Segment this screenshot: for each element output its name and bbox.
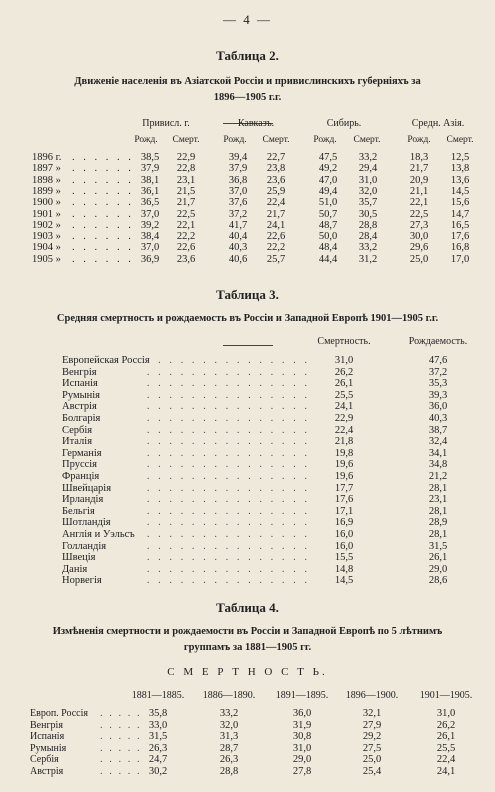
table-2-heading-line2: 1896—1905 г.г.	[213, 92, 282, 103]
data-cell: 31,0	[292, 742, 312, 754]
data-cell: 47,0	[318, 174, 338, 186]
data-cell: 14,5	[450, 185, 470, 197]
data-cell: 18,3	[409, 152, 429, 163]
table-2-region-header: Кавказъ.	[237, 118, 275, 129]
data-cell: 22,1	[176, 219, 196, 231]
country-label: Болгарія	[62, 413, 101, 424]
leader-dots: . . . . .	[100, 731, 142, 742]
leader-dots: . . . . . . . . . . . . . . .	[146, 482, 310, 494]
table-4-heading-line2: группамъ за 1881—1905 гг.	[183, 642, 312, 653]
data-cell: 37,2	[228, 208, 248, 220]
data-cell: 13,8	[450, 163, 470, 175]
data-cell: 40,3	[228, 242, 248, 254]
leader-dots: . . . . . . . . . . . . . . .	[146, 389, 310, 401]
table-row	[0, 765, 495, 778]
country-label: Швейцарія	[62, 482, 112, 494]
table-2-heading-line1: Движеніе населенія въ Азіатской Россіи и привислинскихъ губерніяхъ за	[74, 76, 421, 87]
data-cell: 22,6	[266, 231, 286, 243]
table-4-period-header: 1881—1885.	[131, 690, 185, 701]
data-cell: 13,6	[450, 174, 470, 186]
data-cell: 36,5	[140, 197, 160, 209]
data-cell: 26,3	[219, 754, 239, 765]
birthrate-cell: 34,8	[428, 459, 448, 471]
year-label: 1905 »	[32, 253, 61, 265]
table-4-period-header: 1896—1900.	[345, 690, 399, 701]
data-cell: 48,4	[318, 242, 338, 254]
mortality-cell: 15,5	[334, 552, 354, 564]
table-2-region-header: Сибирь.	[326, 118, 362, 129]
country-label: Норвегія	[62, 575, 102, 587]
mortality-cell: 21,8	[334, 436, 354, 448]
mortality-cell: 17,7	[334, 482, 354, 494]
data-cell: 30,0	[409, 231, 429, 243]
country-label: Бельгія	[62, 505, 95, 517]
country-label: Италія	[62, 436, 93, 448]
country-label: Пруссія	[62, 459, 98, 471]
data-cell: 39,4	[228, 152, 248, 163]
year-label: 1904 »	[32, 242, 61, 254]
data-cell: 29,6	[409, 242, 429, 254]
year-label: 1901 »	[32, 208, 61, 220]
data-cell: 32,0	[219, 719, 239, 731]
birthrate-cell: 31,5	[428, 540, 448, 552]
data-cell: 25,9	[266, 185, 286, 197]
country-label: Англія и Уэльсъ	[62, 529, 135, 540]
data-cell: 40,6	[228, 253, 248, 265]
birthrate-cell: 39,3	[428, 389, 448, 401]
data-cell: 23,6	[266, 174, 286, 186]
data-cell: 48,7	[318, 219, 338, 231]
year-label: 1900 »	[32, 197, 61, 209]
table-2-region-header: Привисл. г.	[142, 118, 190, 129]
data-cell: 22,8	[176, 163, 196, 175]
data-cell: 23,6	[176, 253, 196, 265]
data-cell: 22,5	[176, 208, 196, 220]
data-cell: 21,7	[176, 197, 196, 209]
mortality-cell: 14,8	[334, 563, 354, 575]
country-label: Данія	[62, 563, 88, 575]
data-cell: 47,5	[318, 152, 338, 163]
birthrate-cell: 37,2	[428, 366, 448, 378]
mortality-cell: 26,1	[334, 378, 354, 390]
data-cell: 30,2	[148, 765, 168, 777]
data-cell: 31,2	[358, 253, 378, 265]
leader-dots: . . . . . . . . . . . . . . .	[146, 552, 310, 564]
data-cell: 49,4	[318, 185, 338, 197]
data-cell: 25,5	[436, 742, 456, 754]
leader-dots: . . . . . .	[72, 242, 134, 254]
table-4-heading-line1: Измѣненія смертности и рождаемости въ Россіи и Западной Европѣ по 5 лѣтнимъ	[52, 626, 443, 637]
table-2-sub-header: Рожд.	[407, 135, 431, 145]
country-label: Испанія	[62, 378, 98, 390]
data-cell: 28,7	[219, 742, 239, 754]
data-cell: 37,9	[140, 163, 160, 175]
data-cell: 44,4	[318, 253, 338, 265]
mortality-cell: 16,9	[334, 517, 354, 529]
country-label: Франція	[62, 471, 100, 482]
data-cell: 31,3	[219, 731, 239, 742]
mortality-cell: 31,0	[334, 355, 354, 366]
leader-dots: . . . . . .	[72, 231, 134, 243]
data-cell: 31,0	[436, 708, 456, 719]
leader-dots: . . . . . . . . . . . . . . .	[146, 459, 310, 471]
country-label: Швеція	[62, 552, 96, 564]
year-label: 1899 »	[32, 185, 61, 197]
data-cell: 26,3	[148, 742, 168, 754]
data-cell: 26,1	[436, 731, 456, 742]
data-cell: 23,8	[266, 163, 286, 175]
table-row	[0, 253, 495, 266]
leader-dots: . . . . . . . . . . . . . . .	[146, 413, 310, 424]
data-cell: 33,2	[358, 242, 378, 254]
data-cell: 25,0	[362, 754, 382, 765]
year-label: 1897 »	[32, 163, 61, 175]
country-label: Испанія	[30, 731, 65, 742]
mortality-cell: 26,2	[334, 366, 354, 378]
data-cell: 26,2	[436, 719, 456, 731]
data-cell: 38,5	[140, 152, 160, 163]
birthrate-cell: 36,0	[428, 401, 448, 413]
leader-dots: . . . . . .	[72, 163, 134, 175]
birthrate-cell: 38,7	[428, 424, 448, 436]
data-cell: 22,9	[176, 152, 196, 163]
leader-dots: . . . . .	[100, 708, 142, 719]
table-3-col-header: Рождаемость.	[408, 336, 468, 347]
country-label: Голландія	[62, 540, 107, 552]
data-cell: 38,4	[140, 231, 160, 243]
table-2-sub-header: Смерт.	[446, 135, 474, 145]
country-label: Венгрія	[30, 719, 63, 731]
table-4-period-header: 1901—1905.	[419, 690, 473, 701]
leader-dots: . . . . . . . . . . . . . . .	[146, 401, 310, 413]
birthrate-cell: 34,1	[428, 447, 448, 459]
table-row	[0, 574, 495, 587]
data-cell: 22,6	[176, 242, 196, 254]
table-4-section-label: С М Е Р Т Н О С Т Ь.	[167, 666, 328, 678]
data-cell: 28,8	[358, 219, 378, 231]
data-cell: 22,5	[409, 208, 429, 220]
leader-dots: . . . . . . . . . . . . . . .	[146, 471, 310, 482]
table-2-sub-header: Рожд.	[313, 135, 337, 145]
data-cell: 14,7	[450, 208, 470, 220]
table-2-sub-header: Смерт.	[353, 135, 381, 145]
data-cell: 23,1	[176, 174, 196, 186]
leader-dots: . . . . . .	[72, 219, 134, 231]
data-cell: 50,0	[318, 231, 338, 243]
data-cell: 27,3	[409, 219, 429, 231]
data-cell: 17,6	[450, 231, 470, 243]
data-cell: 33,2	[358, 152, 378, 163]
leader-dots: . . . . . .	[72, 208, 134, 220]
data-cell: 39,2	[140, 219, 160, 231]
birthrate-cell: 28,6	[428, 575, 448, 587]
leader-dots: . . . . . . . . . . . . . . .	[146, 540, 310, 552]
leader-dots: . . . . . . . . . . . . . . .	[146, 436, 310, 448]
birthrate-cell: 28,9	[428, 517, 448, 529]
table-2-title: Таблица 2.	[216, 48, 279, 63]
table-4-period-header: 1886—1890.	[202, 690, 256, 701]
birthrate-cell: 28,1	[428, 505, 448, 517]
table-3-title: Таблица 3.	[216, 287, 279, 302]
data-cell: 30,8	[292, 731, 312, 742]
data-cell: 51,0	[318, 197, 338, 209]
leader-dots: . . . . . . . . . . . . . . .	[146, 575, 310, 587]
country-label: Германія	[62, 447, 102, 459]
table-2-region-header: Средн. Азія.	[411, 118, 465, 129]
data-cell: 21,7	[409, 163, 429, 175]
country-label: Румынія	[30, 742, 67, 754]
data-cell: 37,0	[140, 242, 160, 254]
page-number: — 4 —	[223, 12, 272, 27]
data-cell: 31,0	[358, 174, 378, 186]
country-label: Европейская Россія	[62, 355, 150, 366]
data-cell: 27,9	[362, 719, 382, 731]
data-cell: 29,2	[362, 731, 382, 742]
data-cell: 37,0	[228, 185, 248, 197]
country-label: Сербія	[62, 424, 93, 436]
leader-dots: . . . . .	[100, 754, 142, 765]
data-cell: 21,7	[266, 208, 286, 220]
mortality-cell: 24,1	[334, 401, 354, 413]
data-cell: 28,4	[358, 231, 378, 243]
leader-dots: . . . . .	[100, 719, 142, 731]
data-cell: 21,1	[409, 185, 429, 197]
data-cell: 24,1	[436, 765, 456, 777]
data-cell: 40,4	[228, 231, 248, 243]
table-3-col-header: Смертность.	[317, 336, 371, 347]
data-cell: 16,8	[450, 242, 470, 254]
leader-dots: . . . . . . . . . . . . . . .	[146, 447, 310, 459]
mortality-cell: 19,6	[334, 459, 354, 471]
data-cell: 41,7	[228, 219, 248, 231]
leader-dots: . . . . .	[100, 765, 142, 777]
country-label: Венгрія	[62, 366, 97, 378]
birthrate-cell: 23,1	[428, 494, 448, 506]
data-cell: 49,2	[318, 163, 338, 175]
country-label: Сербія	[30, 754, 59, 765]
data-cell: 33,0	[148, 719, 168, 731]
leader-dots: . . . . . . . . . . . . . . .	[146, 494, 310, 506]
data-cell: 36,1	[140, 185, 160, 197]
data-cell: 28,8	[219, 765, 239, 777]
data-cell: 16,5	[450, 219, 470, 231]
leader-dots: . . . . . . . . . . . . . . .	[146, 355, 310, 366]
mortality-cell: 25,5	[334, 389, 354, 401]
birthrate-cell: 40,3	[428, 413, 448, 424]
country-label: Шотландія	[62, 517, 111, 529]
birthrate-cell: 26,1	[428, 552, 448, 564]
data-cell: 50,7	[318, 208, 338, 220]
table-2-sub-header: Рожд.	[134, 135, 158, 145]
data-cell: 35,7	[358, 197, 378, 209]
data-cell: 37,6	[228, 197, 248, 209]
data-cell: 27,8	[292, 765, 312, 777]
data-cell: 31,9	[292, 719, 312, 731]
birthrate-cell: 47,6	[428, 355, 448, 366]
country-label: Австрія	[30, 765, 64, 777]
data-cell: 15,6	[450, 197, 470, 209]
mortality-cell: 17,1	[334, 505, 354, 517]
birthrate-cell: 32,4	[428, 436, 448, 448]
birthrate-cell: 28,1	[428, 482, 448, 494]
leader-dots: . . . . . .	[72, 197, 134, 209]
birthrate-cell: 28,1	[428, 529, 448, 540]
data-cell: 29,4	[358, 163, 378, 175]
table-2-sub-header: Смерт.	[172, 135, 200, 145]
leader-dots: . . . . . . . . . . . . . . .	[146, 366, 310, 378]
leader-dots: . . . . . . . . . . . . . . .	[146, 517, 310, 529]
birthrate-cell: 29,0	[428, 563, 448, 575]
country-label: Румынія	[62, 389, 101, 401]
mortality-cell: 16,0	[334, 540, 354, 552]
country-label: Европ. Россія	[30, 708, 88, 719]
birthrate-cell: 21,2	[428, 471, 448, 482]
country-label: Ирландія	[62, 494, 104, 506]
data-cell: 36,0	[292, 708, 312, 719]
leader-dots: . . . . . .	[72, 152, 134, 163]
table-2-sub-header: Смерт.	[262, 135, 290, 145]
leader-dots: . . . . . .	[72, 253, 134, 265]
data-cell: 22,4	[436, 754, 456, 765]
mortality-cell: 19,8	[334, 447, 354, 459]
data-cell: 24,1	[266, 219, 286, 231]
year-label: 1903 »	[32, 231, 61, 243]
data-cell: 32,1	[362, 708, 382, 719]
year-label: 1898 »	[32, 174, 61, 186]
table-4-period-header: 1891—1895.	[275, 690, 329, 701]
data-cell: 38,1	[140, 174, 160, 186]
data-cell: 37,9	[228, 163, 248, 175]
leader-dots: . . . . . .	[72, 185, 134, 197]
data-cell: 30,5	[358, 208, 378, 220]
data-cell: 22,2	[266, 242, 286, 254]
data-cell: 21,5	[176, 185, 196, 197]
mortality-cell: 14,5	[334, 575, 354, 587]
leader-dots: . . . . . . . . . . . . . . .	[146, 505, 310, 517]
leader-dots: . . . . . .	[72, 174, 134, 186]
mortality-cell: 16,0	[334, 529, 354, 540]
data-cell: 22,4	[266, 197, 286, 209]
data-cell: 25,7	[266, 253, 286, 265]
birthrate-cell: 35,3	[428, 378, 448, 390]
data-cell: 25,4	[362, 765, 382, 777]
table-4-title: Таблица 4.	[216, 600, 279, 615]
data-cell: 36,9	[140, 253, 160, 265]
year-label: 1896 г.	[32, 152, 62, 163]
data-cell: 12,5	[450, 152, 470, 163]
year-label: 1902 »	[32, 219, 61, 231]
data-cell: 37,0	[140, 208, 160, 220]
data-cell: 33,2	[219, 708, 239, 719]
leader-dots: . . . . . . . . . . . . . . .	[146, 529, 310, 540]
data-cell: 25,0	[409, 253, 429, 265]
data-cell: 31,5	[148, 731, 168, 742]
mortality-cell: 19,6	[334, 471, 354, 482]
leader-dots: . . . . . . . . . . . . . . .	[146, 424, 310, 436]
data-cell: 35,8	[148, 708, 168, 719]
data-cell: 20,9	[409, 174, 429, 186]
country-label: Австрія	[62, 401, 97, 413]
data-cell: 22,2	[176, 231, 196, 243]
data-cell: 22,1	[409, 197, 429, 209]
data-cell: 17,0	[450, 253, 470, 265]
leader-dots: . . . . . . . . . . . . . . .	[146, 563, 310, 575]
mortality-cell: 22,9	[334, 413, 354, 424]
data-cell: 32,0	[358, 185, 378, 197]
leader-dots: . . . . .	[100, 742, 142, 754]
mortality-cell: 22,4	[334, 424, 354, 436]
data-cell: 22,7	[266, 152, 286, 163]
leader-dots: . . . . . . . . . . . . . . .	[146, 378, 310, 390]
mortality-cell: 17,6	[334, 494, 354, 506]
data-cell: 36,8	[228, 174, 248, 186]
data-cell: 29,0	[292, 754, 312, 765]
data-cell: 24,7	[148, 754, 168, 765]
table-2-sub-header: Рожд.	[223, 135, 247, 145]
data-cell: 27,5	[362, 742, 382, 754]
table-3-heading: Средняя смертность и рождаемость въ Россіи и Западной Европѣ 1901—1905 г.г.	[56, 313, 439, 324]
